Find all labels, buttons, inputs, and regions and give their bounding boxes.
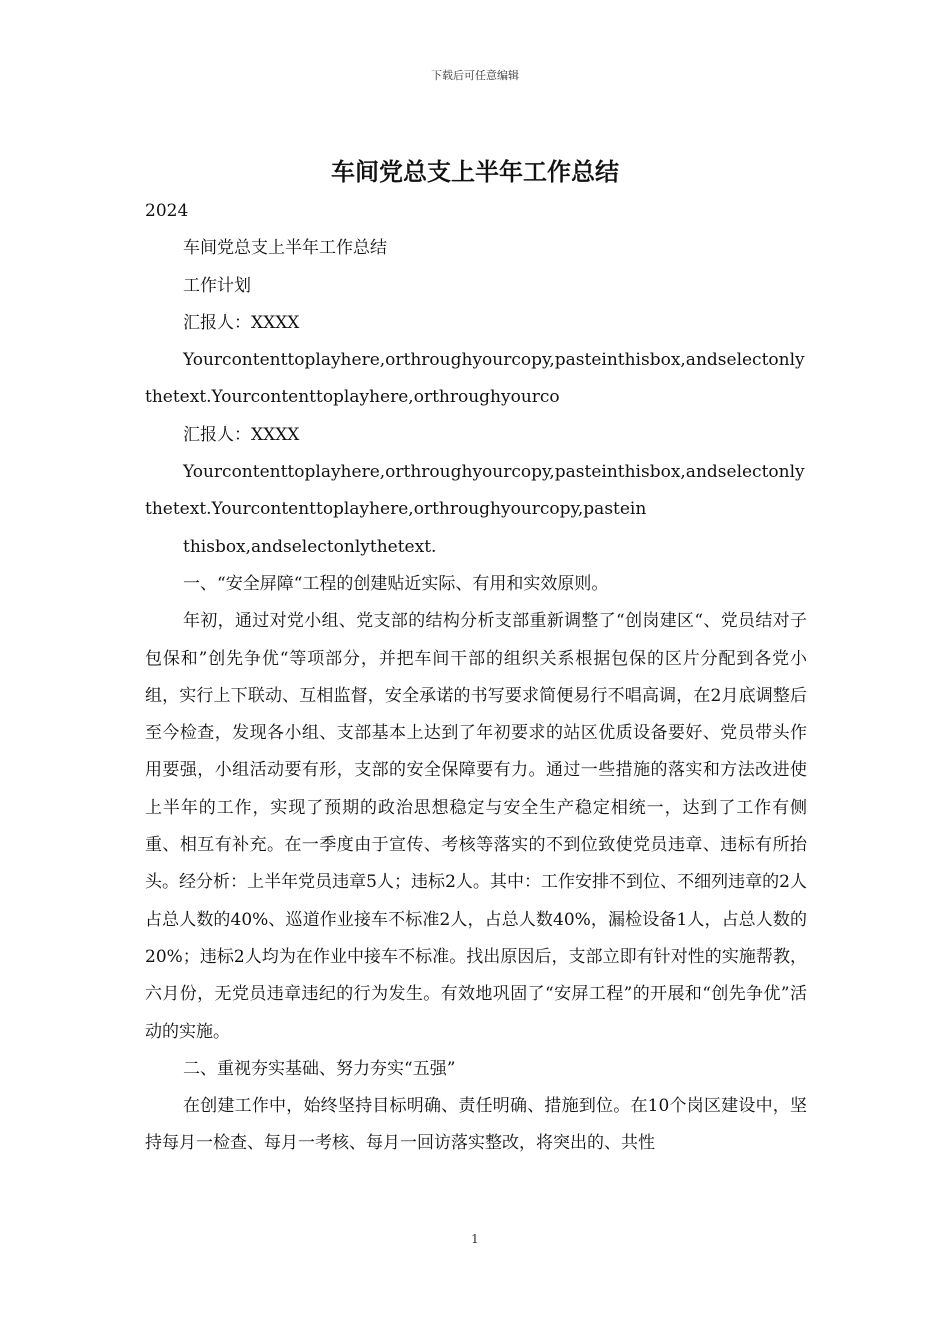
reporter-line: 汇报人：XXXX [183, 424, 300, 445]
body-paragraph: 在创建工作中，始终坚持目标明确、责任明确、措施到位。在10个岗区建设中，坚持每月一检查、每月一考核、每月一回访落实整改，将突出的、共性 [145, 1096, 807, 1154]
placeholder-paragraph: Yourcontenttoplayhere,orthroughyourcopy,pasteinthisbox,andselectonlythetext.Yourcontenttoplayhere,orthroughyourcopy,pastein [145, 462, 805, 520]
body-paragraph: 年初，通过对党小组、党支部的结构分析支部重新调整了“创岗建区“、党员结对子包保和”创先争优“等项部分，并把车间干部的组织关系根据包保的区片分配到各党小组，实行上下联动、互相监督，安全承诺的书写要求简便易行不唱高调，在2月底调整后至今检查，发现各小组、支部基本上达到了年初要求的站区优质设备要好、党员带头作用要强，小组活动要有形，支部的安全保障要有力。通过一些措施的落实和方法改进使上半年的工作，实现了预期的政治思想稳定与安全生产稳定相统一，达到了工作有侧重、相互有补充。在一季度由于宣传、考核等落实的不到位致使党员违章、违标有所抬头。经分析：上半年党员违章5人；违标2人。其中：工作安排不到位、不细列违章的2人占总人数的40%、巡道作业接车不标准2人，占总人数40%，漏检设备1人，占总人数的20%；违标2人均为在作业中接车不标准。找出原因后，支部立即有针对性的实施帮教，六月份，无党员违章违纪的行为发生。有效地巩固了“安屏工程”的开展和“创先争优”活动的实施。 [145, 611, 807, 1042]
subtitle-line: 车间党总支上半年工作总结 [183, 238, 387, 259]
document-body [145, 193, 807, 1163]
reporter-line: 汇报人：XXXX [183, 312, 300, 333]
placeholder-paragraph: thisbox,andselectonlythetext. [183, 536, 437, 557]
plan-label: 工作计划 [183, 275, 251, 296]
page-header-note: 下载后可任意编辑 [431, 69, 519, 82]
section-heading: 一、“安全屏障“工程的创建贴近实际、有用和实效原则。 [183, 573, 609, 594]
page-number: 1 [471, 1232, 479, 1246]
document-title: 车间党总支上半年工作总结 [331, 158, 619, 186]
placeholder-paragraph: Yourcontenttoplayhere,orthroughyourcopy,pasteinthisbox,andselectonlythetext.Yourcontenttoplayhere,orthroughyourco [145, 350, 805, 408]
year-line: 2024 [145, 201, 189, 221]
section-heading: 二、重视夯实基础、努力夯实“五强” [183, 1058, 456, 1079]
